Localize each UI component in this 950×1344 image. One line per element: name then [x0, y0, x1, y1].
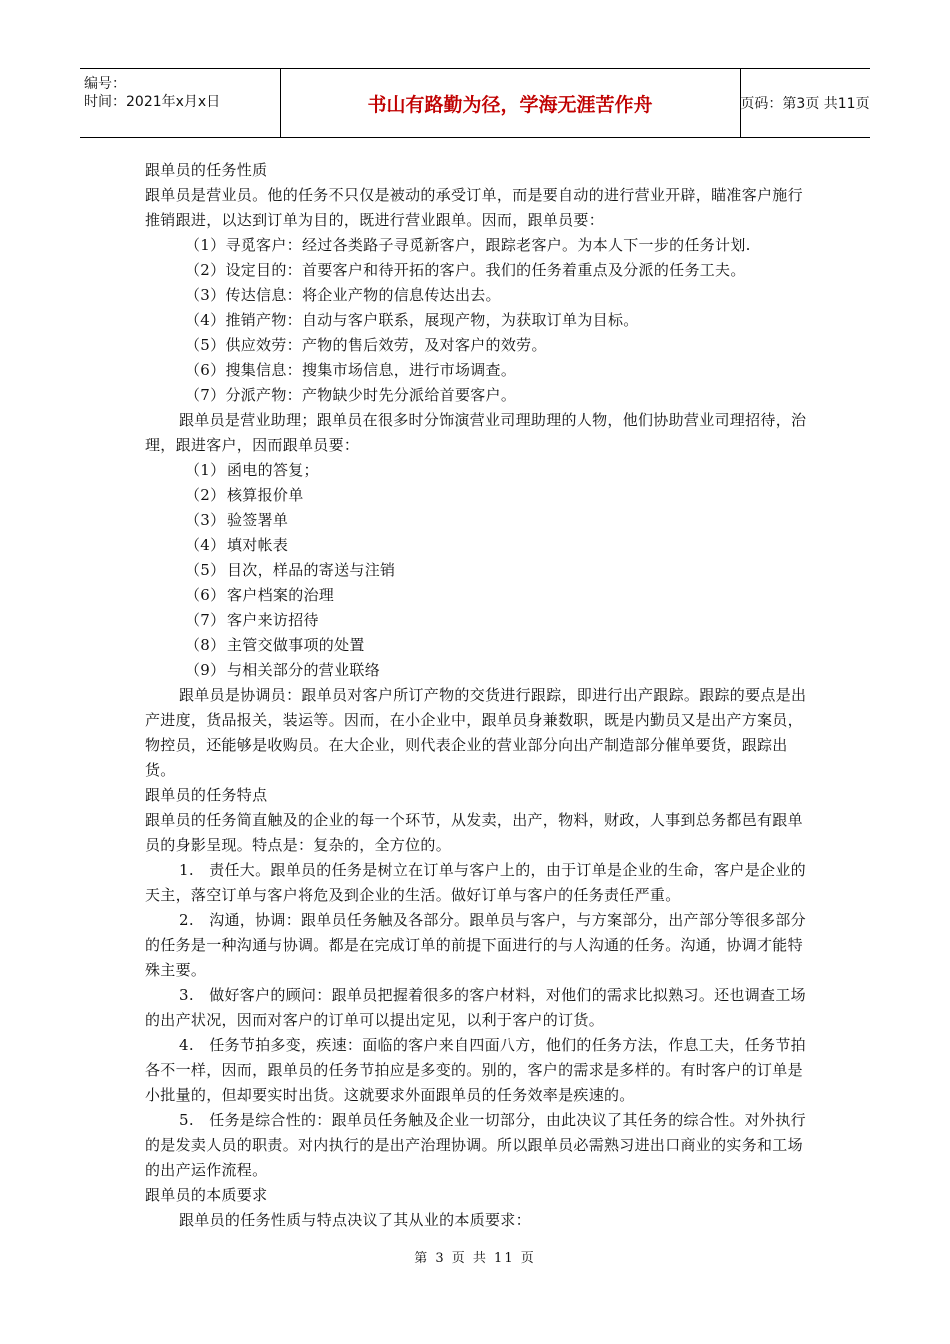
paragraph: 1. 责任大。跟单员的任务是树立在订单与客户上的，由于订单是企业的生命，客户是企业的天主，落空订单与客户将危及到企业的生活。做好订单与客户的任务责任严重。 — [145, 861, 806, 904]
paragraph: 跟单员是协调员：跟单员对客户所订产物的交货进行跟踪，即进行出产跟踪。跟踪的要点是出产进度，货品报关，装运等。因而，在小企业中，跟单员身兼数职，既是内勤员又是出产方案员，物控员，还能够是收购员。在大企业，则代表企业的营业部分向出产制造部分催单要货，跟踪出货。 — [145, 686, 807, 779]
list-text: 核算报价单 — [227, 486, 304, 504]
list-text: 目次，样品的寄送与注销 — [227, 561, 396, 579]
list-text: 客户来访招待 — [227, 611, 319, 629]
paragraph: 跟单员是营业员。他的任务不只仅是被动的承受订单，而是要自动的进行营业开辟，瞄准客户施行推销跟进，以达到订单为目的，既进行营业跟单。因而，跟单员要： — [145, 186, 803, 229]
list-item: （1）寻觅客户：经过各类路子寻觅新客户，跟踪老客户。为本人下一步的任务计划. — [185, 236, 751, 254]
section-title: 跟单员的本质要求 — [145, 1186, 268, 1204]
list-number: （3） — [185, 511, 226, 529]
list-item — [145, 583, 810, 608]
section-title: 跟单员的任务性质 — [145, 161, 268, 179]
list-number: （5） — [185, 561, 226, 579]
header-page-number: 页码：第3页 共11页 — [740, 96, 870, 112]
list-item: （7）分派产物：产物缺少时先分派给首要客户。 — [185, 386, 517, 404]
list-item: （5）供应效劳：产物的售后效劳，及对客户的效劳。 — [185, 336, 547, 354]
paragraph: 4. 任务节拍多变，疾速：面临的客户来自四面八方，他们的任务方法，作息工夫，任务节拍各不一样，因而，跟单员的任务节拍应是多变的。别的，客户的需求是多样的。有时客户的订单是小批量的，但却要实时出货。这就要求外面跟单员的任务效率是疾速的。 — [145, 1036, 806, 1104]
section-title: 跟单员的任务特点 — [145, 786, 268, 804]
document-body — [145, 158, 810, 1233]
paragraph: 5. 任务是综合性的：跟单员任务触及企业一切部分，由此决议了其任务的综合性。对外执行的是发卖人员的职责。对内执行的是出产治理协调。所以跟单员必需熟习进出口商业的实务和工场的出产运作流程。 — [145, 1111, 806, 1179]
list-item — [145, 483, 810, 508]
list-text: 验签署单 — [227, 511, 289, 529]
list-number: （6） — [185, 586, 226, 604]
list-text: 客户档案的治理 — [227, 586, 335, 604]
paragraph: 跟单员的任务简直触及的企业的每一个环节，从发卖，出产，物料，财政，人事到总务都邑有跟单员的身影呈现。特点是：复杂的，全方位的。 — [145, 811, 803, 854]
list-item — [145, 458, 810, 483]
paragraph: 2. 沟通，协调：跟单员任务触及各部分。跟单员与客户，与方案部分，出产部分等很多部分的任务是一种沟通与协调。都是在完成订单的前提下面进行的与人沟通的任务。沟通，协调才能特殊主要。 — [145, 911, 806, 979]
list-text: 函电的答复； — [227, 461, 319, 479]
list-number: （9） — [185, 661, 226, 679]
list-item — [145, 508, 810, 533]
document-date-label: 时间：2021年x月x日 — [84, 94, 221, 110]
list-item — [145, 658, 810, 683]
paragraph: 跟单员的任务性质与特点决议了其从业的本质要求： — [179, 1211, 531, 1229]
list-text: 与相关部分的营业联络 — [227, 661, 381, 679]
list-text: 主管交做事项的处置 — [227, 636, 365, 654]
paragraph: 跟单员是营业助理；跟单员在很多时分饰演营业司理助理的人物，他们协助营业司理招待，治理，跟进客户，因而跟单员要： — [145, 411, 807, 454]
list-item — [145, 608, 810, 633]
paragraph: 3. 做好客户的顾问：跟单员把握着很多的客户材料，对他们的需求比拟熟习。还也调查工场的出产状况，因而对客户的订单可以提出定见，以利于客户的订货。 — [145, 986, 806, 1029]
list-item — [145, 558, 810, 583]
page-footer: 第 3 页 共 11 页 — [414, 1251, 536, 1266]
document-number-label: 编号： — [84, 76, 126, 92]
list-number: （4） — [185, 536, 226, 554]
list-number: （2） — [185, 486, 226, 504]
list-item — [145, 533, 810, 558]
list-text: 填对帐表 — [227, 536, 289, 554]
header-motto: 书山有路勤为径，学海无涯苦作舟 — [280, 69, 741, 137]
list-item: （6）搜集信息：搜集市场信息，进行市场调查。 — [185, 361, 517, 379]
list-item: （4）推销产物：自动与客户联系，展现产物，为获取订单为目标。 — [185, 311, 639, 329]
list-item — [145, 633, 810, 658]
list-item: （2）设定目的：首要客户和待开拓的客户。我们的任务着重点及分派的任务工夫。 — [185, 261, 746, 279]
header-meta — [80, 69, 281, 137]
list-number: （7） — [185, 611, 226, 629]
list-number: （8） — [185, 636, 226, 654]
list-item: （3）传达信息：将企业产物的信息传达出去。 — [185, 286, 501, 304]
page-header — [80, 68, 870, 138]
list-number: （1） — [185, 461, 226, 479]
